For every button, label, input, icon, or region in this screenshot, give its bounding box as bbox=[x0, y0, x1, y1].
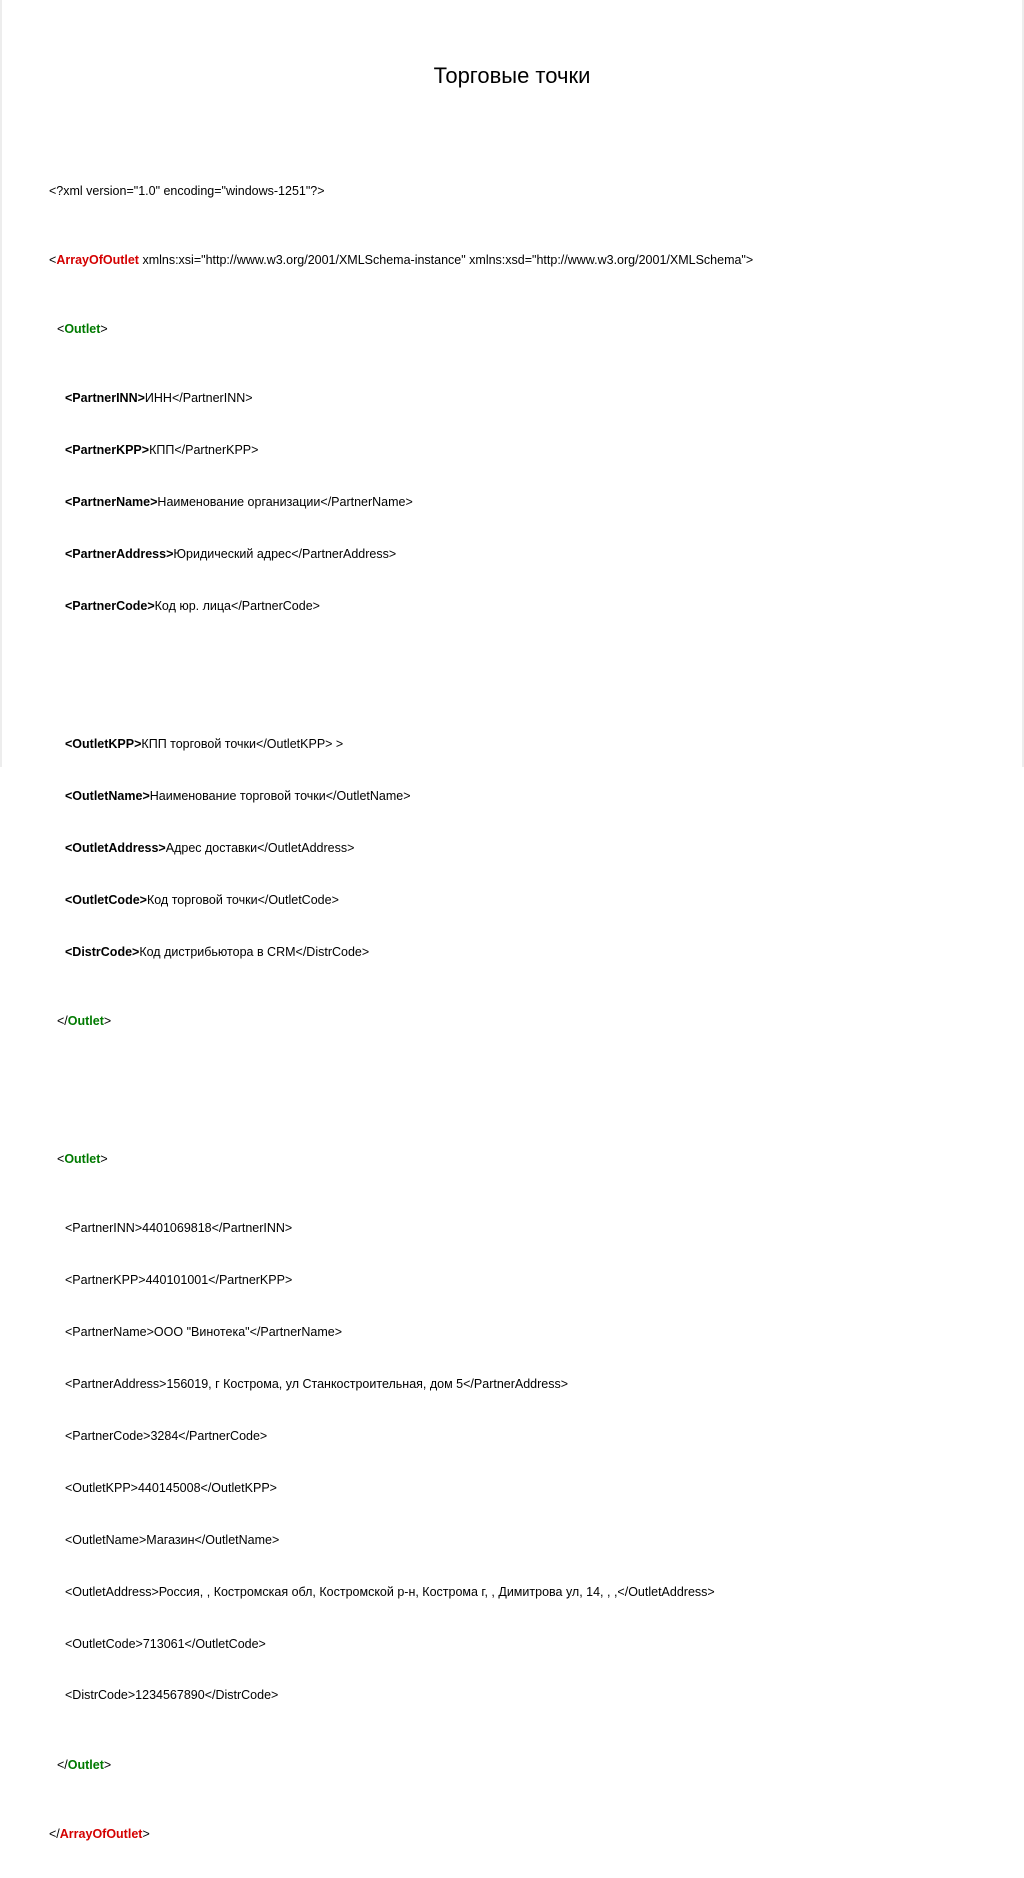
example-line: <PartnerName>ООО "Винотека"</PartnerName> bbox=[65, 1325, 342, 1340]
root-tag-name: ArrayOfOutlet bbox=[56, 252, 139, 267]
schema-line bbox=[49, 390, 753, 407]
blank-line bbox=[49, 1082, 753, 1099]
outlet-close-bracket: </ bbox=[57, 1757, 68, 1772]
outlet-close-gt: > bbox=[103, 1013, 112, 1028]
outlet-tag-name: Outlet bbox=[67, 1757, 104, 1772]
outlet-open-bracket: < bbox=[57, 321, 65, 336]
schema-close-tag: </PartnerName> bbox=[320, 494, 413, 509]
schema-value: Наименование торговой точки bbox=[149, 788, 326, 803]
schema-line bbox=[49, 944, 753, 961]
outlet-close-bracket: </ bbox=[57, 1013, 68, 1028]
schema-line bbox=[49, 494, 753, 511]
outlet-tag-name: Outlet bbox=[67, 1013, 104, 1028]
outlet-open-line bbox=[49, 1151, 753, 1168]
schema-open-tag: <OutletCode> bbox=[65, 892, 147, 907]
example-line: <PartnerAddress>156019, г Кострома, ул Станкостроительная, дом 5</PartnerAddress> bbox=[65, 1377, 569, 1392]
example-line: <PartnerINN>4401069818</PartnerINN> bbox=[65, 1221, 293, 1236]
schema-line bbox=[49, 736, 753, 753]
root-close-bracket: </ bbox=[49, 1826, 60, 1841]
example-line: <PartnerCode>3284</PartnerCode> bbox=[65, 1428, 268, 1443]
outlet-close-gt: > bbox=[103, 1757, 112, 1772]
example-line: <OutletAddress>Россия, , Костромская обл, Костромской р-н, Кострома г, , Димитрова ул, 14, , ,</OutletAddress> bbox=[65, 1584, 715, 1599]
outlet-close-line bbox=[49, 1013, 753, 1030]
root-close-gt: > bbox=[142, 1826, 150, 1841]
schema-open-tag: <OutletKPP> bbox=[65, 737, 142, 752]
schema-open-tag: <PartnerAddress> bbox=[65, 546, 174, 561]
outlet-open-line bbox=[49, 321, 753, 338]
schema-value: Наименование организации bbox=[157, 494, 321, 509]
outlet-open-bracket: < bbox=[57, 1152, 65, 1167]
outlet-open-gt: > bbox=[100, 321, 108, 336]
outlet-tag-name: Outlet bbox=[64, 1152, 101, 1167]
schema-close-tag: </PartnerAddress> bbox=[291, 546, 397, 561]
schema-close-tag: </OutletCode> bbox=[257, 892, 339, 907]
schema-open-tag: <PartnerCode> bbox=[65, 598, 155, 613]
schema-close-tag: </OutletName> bbox=[325, 788, 411, 803]
schema-close-tag: </PartnerINN> bbox=[171, 391, 253, 406]
schema-open-tag: <PartnerName> bbox=[65, 494, 158, 509]
outlet-open-gt: > bbox=[100, 1152, 108, 1167]
blank-line bbox=[49, 667, 753, 684]
example-line: <OutletKPP>440145008</OutletKPP> bbox=[65, 1480, 277, 1495]
schema-line bbox=[49, 788, 753, 805]
schema-line bbox=[49, 840, 753, 857]
schema-value: КПП bbox=[149, 443, 175, 458]
schema-close-tag: </PartnerKPP> bbox=[174, 443, 259, 458]
root-open-line bbox=[49, 252, 753, 269]
slide-title: Торговые точки bbox=[433, 63, 591, 88]
schema-open-tag: <PartnerINN> bbox=[65, 391, 145, 406]
schema-open-tag: <PartnerKPP> bbox=[65, 443, 150, 458]
schema-open-tag: <DistrCode> bbox=[65, 944, 140, 959]
schema-close-tag: </DistrCode> bbox=[295, 944, 370, 959]
root-tag-name: ArrayOfOutlet bbox=[59, 1826, 143, 1841]
schema-close-tag: </OutletAddress> bbox=[257, 840, 355, 855]
root-open-bracket: < bbox=[49, 252, 57, 267]
schema-value: КПП торговой точки bbox=[141, 737, 257, 752]
example-line: <OutletCode>713061</OutletCode> bbox=[65, 1636, 266, 1651]
schema-line bbox=[49, 546, 753, 563]
root-close-line bbox=[49, 1826, 753, 1843]
root-attributes: xmlns:xsi="http://www.w3.org/2001/XMLSchema-instance" xmlns:xsd="http://www.w3.org/2001/XMLSchema"> bbox=[138, 252, 754, 267]
slide-left-edge bbox=[0, 0, 2, 767]
schema-close-tag: </PartnerCode> bbox=[231, 598, 320, 613]
schema-value: Адрес доставки bbox=[165, 840, 258, 855]
xml-code-block bbox=[49, 148, 753, 1878]
example-line: <DistrCode>1234567890</DistrCode> bbox=[65, 1688, 279, 1703]
outlet-tag-name: Outlet bbox=[64, 321, 101, 336]
outlet-close-line bbox=[49, 1757, 753, 1774]
schema-line bbox=[49, 442, 753, 459]
schema-value: ИНН bbox=[144, 391, 172, 406]
schema-open-tag: <OutletAddress> bbox=[65, 840, 166, 855]
schema-value: Юридический адрес bbox=[173, 546, 292, 561]
example-line: <PartnerKPP>440101001</PartnerKPP> bbox=[65, 1273, 293, 1288]
xml-declaration: <?xml version="1.0" encoding="windows-1251"?> bbox=[49, 183, 325, 198]
schema-close-tag: </OutletKPP> > bbox=[256, 737, 344, 752]
example-line: <OutletName>Магазин</OutletName> bbox=[65, 1532, 280, 1547]
schema-value: Код дистрибьютора в CRM bbox=[139, 944, 296, 959]
schema-open-tag: <OutletName> bbox=[65, 788, 150, 803]
schema-line bbox=[49, 892, 753, 909]
schema-value: Код юр. лица bbox=[154, 598, 232, 613]
schema-line bbox=[49, 598, 753, 615]
schema-value: Код торговой точки bbox=[146, 892, 258, 907]
